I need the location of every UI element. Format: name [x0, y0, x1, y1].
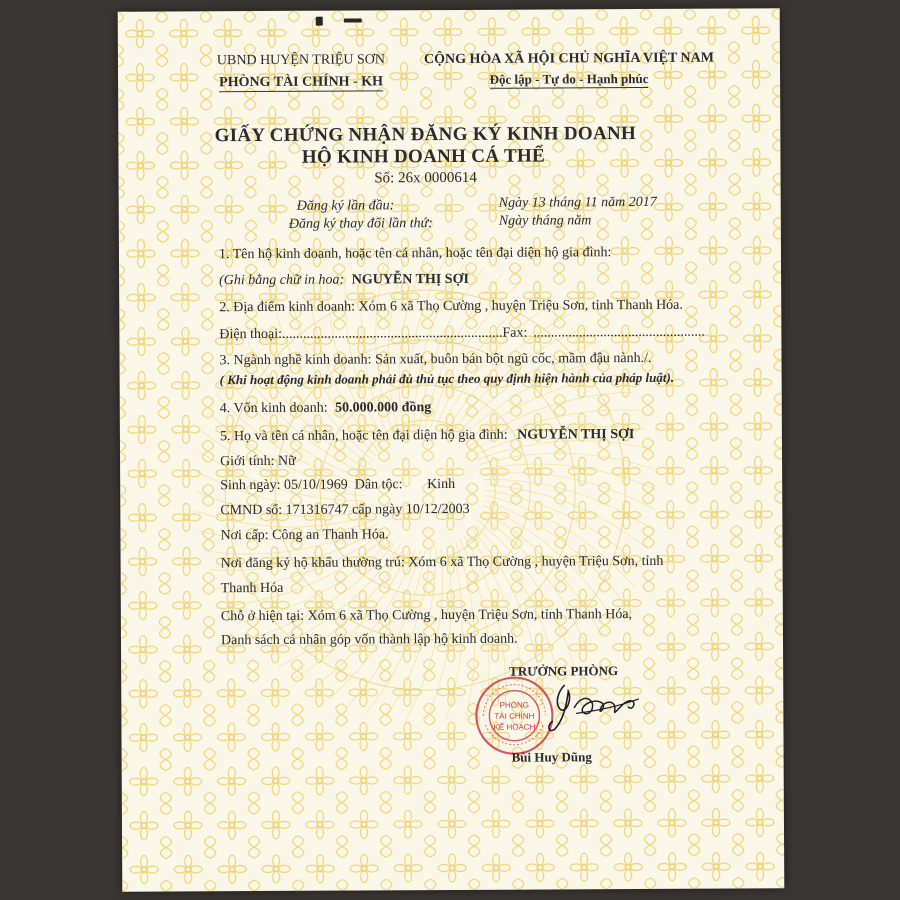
issued-by: Nơi cấp: Công an Thanh Hóa.: [220, 527, 389, 544]
section5-representative: [220, 427, 634, 445]
first-registration-label: Đăng ký lần đầu:: [296, 198, 395, 214]
issuer-line2: PHÒNG TÀI CHÍNH - KH: [219, 74, 384, 91]
section3-business-line: 3. Ngành nghề kinh doanh: Sản xuất, buôn bán bột ngũ cốc, mầm đậu nành./.: [219, 350, 652, 369]
punch-mark-left: [316, 17, 323, 26]
capital-label: 4. Vốn kinh doanh:: [219, 400, 328, 417]
document-content: [118, 8, 785, 891]
capital-contributors: Danh sách cá nhân góp vốn thành lập hộ kinh doanh.: [220, 631, 518, 649]
section1-name-row: [219, 272, 469, 289]
representative-label: 5. Họ và tên cá nhân, hoặc tên đại diện hộ gia đình:: [219, 427, 508, 445]
section1-note: (Ghi bằng chữ in hoa:: [219, 272, 345, 289]
section4-capital: [220, 400, 432, 417]
residence-line1: Nơi đăng ký hộ khẩu thường trú: Xóm 6 xã Thọ Cường , huyện Triệu Sơn, tỉnh: [220, 553, 664, 572]
section3-note: ( Khi hoạt động kinh doanh phải đủ thủ tục theo quy định hiện hành của pháp luật).: [219, 369, 675, 388]
stamp-text-1: PHÒNG: [499, 700, 530, 710]
phone-label: Điện thoại:: [219, 326, 283, 343]
date-of-birth: Sinh ngày: 05/10/1969 Dân tộc: Kinh: [220, 476, 456, 494]
section1-label: 1. Tên hộ kinh doanh, hoặc tên cá nhân, hoặc tên đại diện hộ gia đình:: [218, 245, 612, 263]
handwritten-signature: [536, 677, 646, 736]
stamp-text-2: TÀI CHÍNH: [494, 711, 535, 721]
representative-name: NGUYỄN THỊ SỢI: [517, 427, 635, 443]
first-registration-value: Ngày 13 tháng 11 năm 2017: [498, 194, 657, 211]
gender: Giới tính: Nữ: [220, 453, 296, 470]
country-name: CỘNG HÒA XÃ HỘI CHỦ NGHĨA VIỆT NAM: [423, 50, 714, 68]
document-title: GIẤY CHỨNG NHẬN ĐĂNG KÝ KINH DOANH: [214, 123, 637, 147]
section1-name: NGUYỄN THỊ SỢI: [351, 271, 469, 288]
section2-address: 2. Địa điểm kinh doanh: Xóm 6 xã Thọ Cường , huyện Triệu Sơn, tỉnh Thanh Hóa.: [219, 297, 683, 316]
fax-label: Fax:: [502, 325, 528, 341]
certificate-number: Số: 26x 0000614: [374, 169, 477, 187]
punch-mark-right: [344, 18, 362, 22]
fax-dots: .................................................: [533, 324, 705, 341]
change-registration-value: Ngày tháng năm: [498, 213, 592, 229]
signer-name: Bùi Huy Dũng: [511, 749, 592, 765]
phone-fax-row: [219, 325, 705, 344]
capital-value: 50.000.000 đồng: [335, 400, 432, 416]
change-registration-label: Đăng ký thay đổi lần thứ:: [288, 216, 433, 232]
id-card-number: CMND số: 171316747 cấp ngày 10/12/2003: [220, 501, 470, 519]
signer-role: TRƯỞNG PHÒNG: [509, 663, 619, 679]
residence-line2: Thanh Hóa: [220, 580, 284, 597]
issuer-line1: UBND HUYỆN TRIỆU SƠN: [216, 52, 386, 69]
current-address: Chỗ ở hiện tại: Xóm 6 xã Thọ Cường , huyện Triệu Sơn, tỉnh Thanh Hóa,: [220, 607, 633, 625]
certificate-sheet: [118, 8, 785, 891]
national-motto: Độc lập - Tự do - Hạnh phúc: [489, 70, 649, 87]
document-subtitle: HỘ KINH DOANH CÁ THỂ: [301, 145, 546, 168]
phone-dots: ...............................................................: [281, 325, 503, 342]
stamp-text-3: KẾ HOẠCH: [493, 722, 536, 732]
